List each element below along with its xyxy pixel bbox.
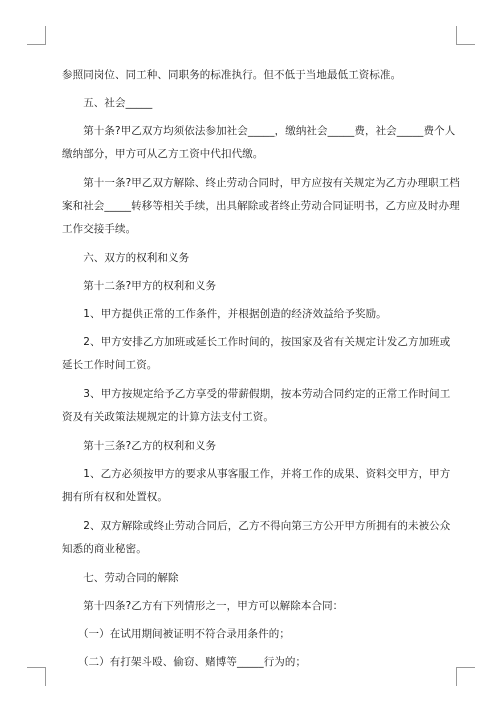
text-line: 知悉的商业秘密。 <box>62 543 147 555</box>
text-line: 拥有所有权和处置权。 <box>62 491 168 503</box>
crop-mark-top-right <box>456 26 475 45</box>
text-line: 延长工作时间工资。 <box>62 359 158 371</box>
text-line: 2、双方解除或终止劳动合同后，乙方不得向第三方公开甲方所拥有的未被公众 <box>62 520 451 532</box>
text-line: 3、甲方按规定给予乙方享受的带薪假期，按本劳动合同约定的正常工作时间工 <box>62 388 451 400</box>
list-item: （一）在试用期间被证明不符合录用条件的； <box>62 628 290 640</box>
list-item: （二）有打架斗殴、偷窃、赌博等_____行为的； <box>62 656 307 668</box>
text-line: 资及有关政策法规规定的计算方法支付工资。 <box>62 411 274 423</box>
section-heading: 七、劳动合同的解除 <box>62 572 179 584</box>
article-heading: 第十三条?乙方的权利和义务 <box>62 440 217 452</box>
crop-mark-bottom-left <box>27 667 46 686</box>
text-line: 1、甲方提供正常的工作条件，并根据创造的经济效益给予奖励。 <box>62 308 387 320</box>
crop-mark-bottom-right <box>456 667 475 686</box>
text-line: 1、乙方必须按甲方的要求从事客服工作，并将工作的成果、资料交甲方，甲方 <box>62 468 451 480</box>
text-line: 2、甲方安排乙方加班或延长工作时间的，按国家及省有关规定计发乙方加班或 <box>62 336 451 348</box>
text-line: 参照同岗位、同工种、同职务的标准执行。但不低于当地最低工资标准。 <box>62 69 402 81</box>
crop-mark-top-left <box>27 26 46 45</box>
text-line: 第十条?甲乙双方均须依法参加社会_____，缴纳社会_____费，社会_____费个人 <box>62 125 456 137</box>
article-heading: 第十四条?乙方有下列情形之一，甲方可以解除本合同： <box>62 600 344 612</box>
section-heading: 六、双方的权利和义务 <box>62 252 190 264</box>
section-heading: 五、社会_____ <box>62 97 153 109</box>
article-heading: 第十二条?甲方的权利和义务 <box>62 280 217 292</box>
text-line: 工作交接手续。 <box>62 223 137 235</box>
text-line: 缴纳部分，甲方可从乙方工资中代扣代缴。 <box>62 148 264 160</box>
text-line: 第十一条?甲乙双方解除、终止劳动合同时，甲方应按有关规定为乙方办理职工档 <box>62 177 460 189</box>
text-line: 案和社会_____转移等相关手续，出具解除或者终止劳动合同证明书，乙方应及时办理 <box>62 200 460 212</box>
document-body <box>62 64 460 674</box>
